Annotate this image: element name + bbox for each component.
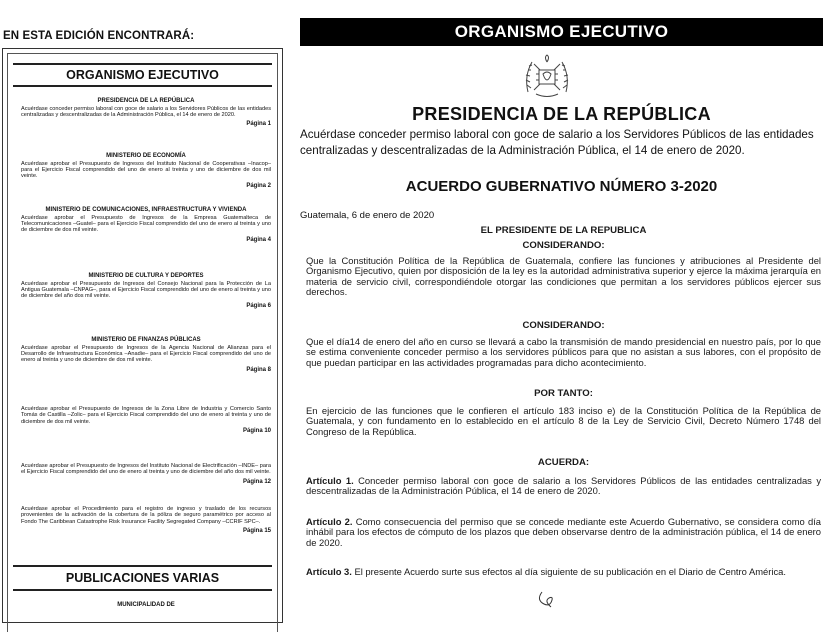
entry-page: Página 15: [242, 528, 271, 535]
signature-mark-icon: [534, 590, 564, 611]
entry-title: MUNICIPALIDAD DE: [117, 602, 175, 608]
article-text: Como consecuencia del permiso que se concede mediante este Acuerdo Gubernativo, se considera como día inhábil para los efectos de cómputo de los plazos que deben observarse dentro de la administración pública, el 14 de enero de 2020.: [306, 516, 821, 548]
entry-page: Página 10: [242, 428, 271, 435]
entry-text: Acuérdase conceder permiso laboral con goce de salario a los Servidores Públicos de las entidades centralizadas y descentralizadas de la Administración Pública, el 14 de enero de 2020.: [21, 105, 271, 118]
por-tanto-heading: POR TANTO:: [534, 388, 593, 399]
contents-box: [2, 48, 283, 623]
article-label: Artículo 2.: [306, 516, 353, 527]
entry-text: Acuérdase aprobar el Presupuesto de Ingresos del Instituto Nacional de Electrificación –INDE– para el Ejercicio Fiscal comprendido del uno de enero al treinta y uno de diciembre del año dos mil veinte.: [21, 463, 271, 476]
entry-title: PRESIDENCIA DE LA REPÚBLICA: [97, 98, 195, 104]
entry-title: MINISTERIO DE ECONOMÍA: [106, 153, 186, 159]
considerando-text: Que el día14 de enero del año en curso se llevará a cabo la transmisión de mando presidencial en nuestro país, por lo que se estima conveniente conceder permiso a los servidores públicos para que no asistan a sus labores, con el propósito de que puedan participar en las actividades programadas para dicho acontecimiento.: [306, 336, 821, 368]
entry-title: MINISTERIO DE COMUNICACIONES, INFRAESTRUCTURA Y VIVIENDA: [45, 207, 247, 213]
main-article: [296, 0, 833, 611]
page-title: PRESIDENCIA DE LA REPÚBLICA: [412, 104, 711, 124]
article-label: Artículo 3.: [306, 566, 352, 577]
decree-title: ACUERDO GUBERNATIVO NÚMERO 3-2020: [405, 178, 718, 195]
decree-summary: Acuérdase conceder permiso laboral con goce de salario a los Servidores Públicos de las entidades centralizadas y descentralizadas de la Administración Pública, el 14 de enero de 2020.: [300, 128, 814, 157]
contents-entry[interactable]: [21, 98, 271, 128]
el-presidente-heading: EL PRESIDENTE DE LA REPUBLICA: [480, 225, 647, 236]
section-header-publicaciones: [13, 565, 272, 591]
section-title: ORGANISMO EJECUTIVO: [66, 68, 219, 82]
contents-entry[interactable]: [21, 506, 271, 535]
contents-entry[interactable]: [21, 406, 271, 435]
article-label: Artículo 1.: [306, 475, 354, 486]
contents-entry[interactable]: [21, 602, 271, 610]
article-3: [306, 567, 821, 577]
contents-entry[interactable]: [21, 153, 271, 189]
entry-page: Página 4: [246, 236, 271, 243]
considerando-heading: CONSIDERANDO:: [522, 320, 605, 331]
contents-entry[interactable]: [21, 273, 271, 309]
section-rule-bottom: [13, 589, 272, 591]
entry-page: Página 2: [246, 182, 271, 189]
article-1: [306, 476, 821, 497]
decree-date: Guatemala, 6 de enero de 2020: [300, 210, 435, 221]
entry-page: Página 8: [246, 366, 271, 373]
section-rule-top: [13, 565, 272, 567]
considerando-heading: CONSIDERANDO:: [522, 240, 605, 251]
article-2: [306, 517, 821, 548]
entry-text: Acuérdase aprobar el Presupuesto de Ingresos del Instituto Nacional de Cooperativas –Inacop– para el Ejercicio Fiscal comprendido del uno de enero al treinta y uno de diciembre de dos mil veinte.: [21, 160, 271, 180]
section-title: PUBLICACIONES VARIAS: [65, 571, 220, 585]
contents-entry[interactable]: [21, 463, 271, 485]
table-of-contents: [0, 0, 290, 611]
section-rule-top: [13, 63, 272, 65]
edition-heading: EN ESTA EDICIÓN ENCONTRARÁ:: [3, 30, 195, 42]
entry-text: Acuérdase aprobar el Presupuesto de Ingresos de la Zona Libre de Industria y Comercio Santo Tomás de Castilla –Zolic– para el Ejercicio Fiscal comprendido del uno de enero al treinta y uno de diciembre de dos mil veinte.: [21, 406, 271, 425]
entry-title: MINISTERIO DE CULTURA Y DEPORTES: [88, 273, 204, 279]
entry-page: Página 1: [246, 121, 271, 128]
entry-text: Acuérdase aprobar el Presupuesto de Ingresos de la Agencia Nacional de Alianzas para el Desarrollo de Infraestructura Económica –Anadie– para el Ejercicio Fiscal comprendido del uno de enero al treinta y uno de diciembre de dos mil veinte.: [21, 344, 271, 364]
por-tanto-text: En ejercicio de las funciones que le confieren el artículo 183 inciso e) de la Constitución Política de la República de Guatemala, y con fundamento en lo establecido en el artículo 8 de la Ley de Servicio Civil, Decreto Número 1748 del Congreso de la República.: [306, 405, 821, 437]
contents-entry[interactable]: [21, 337, 271, 373]
entry-text: Acuérdase aprobar el Presupuesto de Ingresos de la Empresa Guatemalteca de Telecomunicaciones –Guatel– para el Ejercicio Fiscal comprendido del uno de enero al treinta y uno de diciembre de dos mil veinte.: [21, 214, 271, 234]
considerando-text: Que la Constitución Política de la República de Guatemala, confiere las funciones y atribuciones al Presidente del Organismo Ejecutivo, quien por disposición de la ley es la autoridad administrativa superior y ejerce la máxima jerarquía en materia de servicio civil, correspondiéndole otorgar las condiciones que permitan a los servidores públicos ejercer sus derechos.: [306, 255, 821, 298]
section-banner: ORGANISMO EJECUTIVO: [300, 18, 823, 46]
section-rule-bottom: [13, 85, 272, 87]
section-header-organismo: [13, 63, 272, 87]
entry-title: MINISTERIO DE FINANZAS PÚBLICAS: [91, 337, 201, 343]
acuerda-heading: ACUERDA:: [537, 457, 590, 468]
contents-entry[interactable]: [21, 207, 271, 243]
entry-page: Página 6: [246, 302, 271, 309]
entry-text: Acuérdase aprobar el Procedimiento para el registro de ingreso y traslado de los recursos provenientes de la activación de la cobertura de la póliza de seguro paramétrico por acceso al Fondo The Caribbean Catastrophe Risk Insurance Facility Segregated Company –CCRIF SPC–.: [21, 506, 271, 525]
entry-text: Acuérdase aprobar el Presupuesto de Ingresos del Consejo Nacional para la Protección de La Antigua Guatemala –CNPAG–, para el Ejercicio Fiscal comprendido del uno de enero al treinta y uno de diciembre del año dos mil veinte.: [21, 280, 271, 300]
coat-of-arms-icon: [522, 52, 572, 100]
article-text: El presente Acuerdo surte sus efectos al día siguiente de su publicación en el Diario de Centro América.: [354, 566, 786, 577]
article-text: Conceder permiso laboral con goce de salario a los Servidores Públicos de las entidades centralizadas y descentralizadas de la Administración Pública, el 14 de enero de 2020.: [306, 475, 822, 497]
entry-page: Página 12: [242, 478, 271, 485]
